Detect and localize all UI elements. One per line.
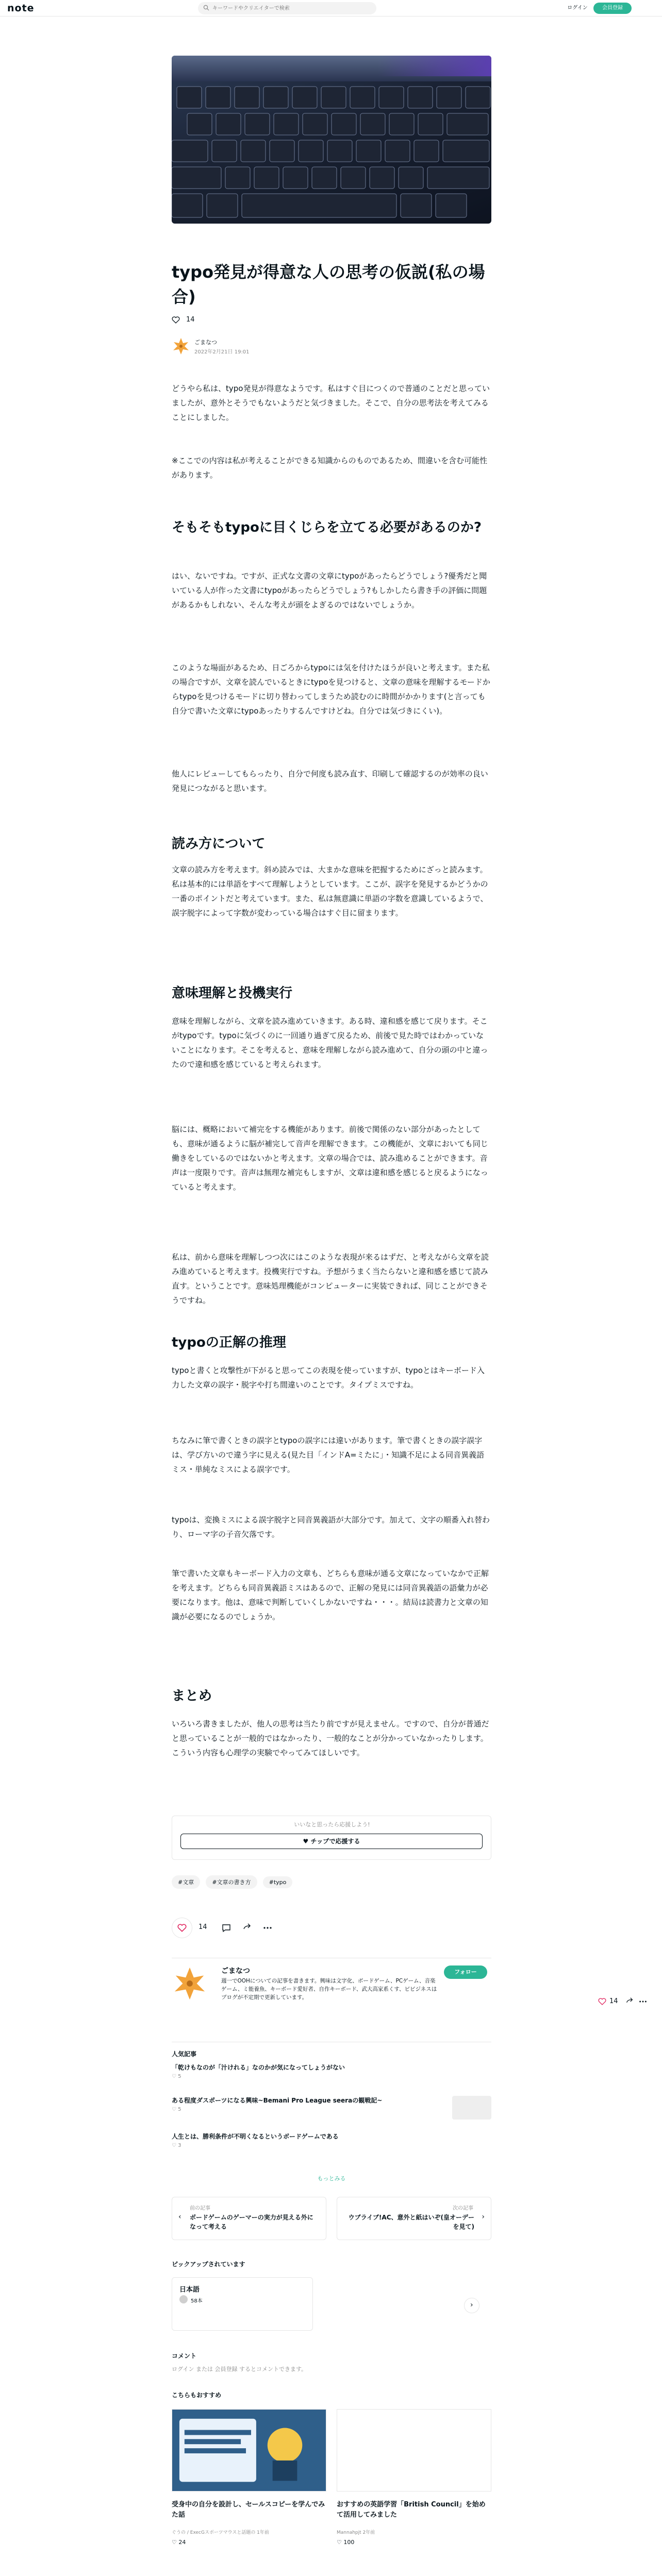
comment-label: コメント [172,2352,197,2360]
heading-typo: typoの正解の推理 [172,1335,286,1350]
search-icon [203,5,209,11]
prev-label: 前の記事 [190,2206,210,2211]
reco-stats [337,2539,354,2546]
more-icon[interactable] [638,1997,648,2006]
search-box[interactable] [198,2,376,14]
article-title: typo発見が得意な人の思考の仮説(私の場合) [172,262,485,307]
paragraph-intro: どうやら私は、typo発見が得意なようです。私はすぐ目につくので普通のことだと思っていましたが、意外とそうでもないようだと気づきました。そこで、自分の思考法を考えてみることにしました。 [172,384,490,422]
reco-label: こちらもおすすめ [172,2392,222,2399]
profile-description: 週一でOOHについての記事を書きます。興味は文字化、ボードゲーム、PCゲーム、音楽ゲーム、ミ能養魚、キーボード愛好者、自作キーボード、武大高家系くす、ビビジネスはブログが不定期で更新しています。 [221,1978,437,2001]
paragraph-reading: 文章の読み方を考えます。斜め読みでは、大まかな意味を把握するためにざっと読みます。私は基本的には単語をすべて理解しようとしています。ここが、誤字を発見するかどうかの一番のポイントだと考えています。また、私は無意識に単語の字数を意識しているようで、誤字脱字によって字数が変わっている場合はすぐ目に留まります。 [172,865,488,918]
author-name[interactable]: ごまなつ [194,339,217,346]
paragraph-solution: 筆で書いた文章もキーボード入力の文章も、どちらも意味が通る文章になっていなかで正解を考えます。どちらも同音異義語ミスはあるので、正解の発見には同音異義語の語彙力が必要になります。他は、意味で判断していくしかないですね・・・。結局は読書力と文章の知識が必要になるのでしょうか。 [172,1569,489,1621]
magazine-title: 日本語 [179,2286,200,2294]
reco-title: 受身中の自分を設計し、セールスコピーを学んでみた話 [172,2501,325,2519]
heart-icon: ♡ [172,2074,178,2079]
popular-item[interactable] [172,2096,491,2116]
reco-card[interactable] [172,2409,326,2569]
reco-title: おすすめの英語学習「British Council」を始めて活用してみました [337,2501,486,2519]
chevron-left-icon: ‹ [178,2213,181,2221]
magazine-avatar [179,2295,188,2303]
more-icon[interactable] [262,1923,273,1933]
heart-icon: ♡ [172,2539,179,2546]
floating-like[interactable] [598,1996,650,2008]
chevron-right-icon: › [482,2213,485,2221]
reco-likes: 24 [178,2539,186,2546]
popular-item-likes [172,2107,491,2112]
publish-date: 2022年2月21日 19:01 [194,349,250,355]
popular-likes-value: 3 [178,2143,181,2148]
tag-item[interactable]: #文章 [172,1875,200,1889]
comment-login-text[interactable]: ログイン または 会員登録 するとコメントできます。 [172,2366,307,2372]
like-count: 14 [198,1923,207,1931]
tip-button[interactable] [180,1834,483,1849]
profile-avatar[interactable] [172,1965,208,2002]
chevron-right-icon: › [470,2301,473,2309]
paragraph-meaning: 意味を理解しながら、文章を読み進めていきます。ある時、違和感を感じて戻ります。そこがtypoです。typoに気づくのに一回通り過ぎて戻るため、前後で見た時ではわかっていないことになります。そこを考えると、意味を理解しながら読み進めて、自分の頭の中と違ったので違和感を感じていると考えられます。 [172,1016,488,1069]
signup-button[interactable]: 会員登録 [593,3,632,14]
heading-reading: 読み方について [172,836,266,852]
popular-item-title: 人生とは、勝利条件が不明くなるというボードゲームである [172,2133,339,2140]
heading-meaning: 意味理解と投機実行 [172,986,293,1001]
author-profile [172,1958,491,2042]
paragraph-why: はい、ないですね。ですが、正式な文書の文章にtypoがあったらどうでしょう?優秀だと聞いている人が作った文書にtypoがあったらどうでしょう?もしかしたら書き手の評価に問題があるかもしれない、そんな考えが頭をよぎるのではないでしょうか。 [172,571,487,609]
popular-likes-value: 5 [178,2074,181,2079]
floating-like-count: 14 [609,1997,618,2005]
author-info [172,335,491,360]
profile-name[interactable]: ごまなつ [221,1967,250,1975]
popular-item-title: 「乾けもなのが「汁けれる」なのかが気になってしょうがない [172,2064,345,2071]
tip-icon: ♥ [303,1838,311,1845]
reco-likes: 100 [343,2539,355,2546]
paragraph-speculation: 私は、前から意味を理解しつつ次にはこのような表現が来るはずだ、と考えながら文章を読み進めていると考えます。投機実行ですね。予想がうまく当たらないと違和感を感じて読み直す。ということです。意味処理機能がコンピューターに実装できれば、同じことができそうですね。 [172,1252,489,1305]
paragraph-typo-def: typoと書くと攻撃性が下がると思ってこの表現を使っていますが、typoとはキーボード入力した文章の誤字・脱字や打ち間違いのことです。タイプミスですね。 [172,1366,485,1389]
heart-icon [177,1924,187,1932]
tag-item[interactable]: #typo [263,1876,293,1888]
popular-item-thumb [452,2096,491,2120]
reco-thumbnail [337,2409,491,2492]
prev-article-link[interactable] [172,2197,326,2240]
reco-author: ぐうの / ExecGスポーツマウスと話題の 1年前 [172,2530,269,2535]
popular-item[interactable] [172,2132,491,2153]
carousel-next-button[interactable] [464,2298,479,2313]
paragraph-conversion: typoは、変換ミスによる誤字脱字と同音異義語が大部分です。加えて、文字の順番入れ替わり、ローマ字の子音欠落です。 [172,1515,490,1539]
popular-item[interactable] [172,2063,491,2083]
tag-list [172,1875,491,1891]
reco-card[interactable] [337,2409,491,2569]
tip-button-label: チップで応援する [310,1838,360,1845]
note-logo[interactable]: note [7,3,35,14]
popular-item-title: ある程度ダスポーツになる興味~Bemani Pro League seeraの観戦記~ [172,2097,383,2104]
popular-label: 人気記事 [172,2050,197,2058]
heart-icon [598,1998,606,2005]
popular-item-likes [172,2074,491,2079]
login-button[interactable]: ログイン [567,5,588,11]
heading-summary: まとめ [172,1688,212,1704]
reco-author: Mannahpjt 2年前 [337,2530,375,2535]
author-avatar[interactable] [172,337,190,355]
heart-icon[interactable] [172,316,180,324]
heart-icon: ♡ [172,2107,178,2112]
article-likes-row [172,315,491,326]
popular-item-likes [172,2143,491,2148]
heading-why: そもそもtypoに目くじらを立てる必要があるのか? [172,520,482,535]
action-row [172,1917,491,1940]
tip-label: いいなと思ったら応援しよう! [294,1821,370,1828]
paragraph-mode: このような場面があるため、日ごろからtypoには気を付けたほうが良いと考えます。また私の場合ですが、文章を読んでいるときにtypoを見つけると、文章の意味を理解するモードからtypoを見つけるモードに切り替わってしまうため読むのに時間がかかります(と言っても自分で書いた文章にtypoあったりするんですけどね。自分では気づきにくい)。 [172,663,490,716]
pickup-label: ピックアップされています [172,2261,245,2268]
next-title: ウブライブ!AC、意外と紙はいぞ(皇オーデーを見て) [348,2214,474,2230]
paragraph-summary: いろいろ書きましたが、他人の思考は当たり前ですが見えません。ですので、自分が普通だと思っていることが一般的ではなかったり、一般的なことが分かっていなかったりします。こういう内容も心理学の実験でやってみてほしいです。 [172,1719,489,1757]
top-navbar [0,0,662,16]
tip-box [172,1816,491,1860]
heart-icon: ♡ [337,2539,344,2546]
share-icon[interactable] [625,1997,634,2006]
heart-icon: ♡ [172,2143,178,2148]
share-icon[interactable] [242,1923,252,1933]
paragraph-brain: 脳には、概略において補完をする機能があります。前後で関係のない部分があったとしても、意味が通るように脳が補完して音声を理解できます。この機能が、文章においても同じ働きをしているのではないかと考えます。文章の場合では、読み進めることができます。音声は一度限りです。音声は無理な補完もしますが、文章は違和感を感じると戻るようになっていると考えます。 [172,1125,488,1192]
more-link[interactable]: もっとみる [317,2175,346,2182]
next-article-link[interactable] [337,2197,491,2240]
like-count: 14 [186,316,195,324]
follow-button[interactable]: フォロー [444,1965,487,1979]
tag-item[interactable]: #文章の書き方 [206,1875,257,1889]
magazine-card[interactable] [172,2277,313,2331]
next-label: 次の記事 [453,2206,473,2211]
popular-likes-value: 5 [178,2107,181,2112]
paragraph-review: 他人にレビューしてもらったり、自分で何度も読み直す、印刷して確認するのが効率の良い発見につながると思います。 [172,769,488,793]
prev-title: ボードゲームのゲーマーの実力が見える外になって考える [190,2214,313,2230]
reco-stats [172,2539,186,2546]
like-button[interactable] [172,1918,192,1938]
comment-icon[interactable] [221,1923,231,1933]
paragraph-note: ※ここでの内容は私が考えることができる知識からのものであるため、間違いを含む可能性があります。 [172,456,487,480]
search-input[interactable] [212,4,367,13]
hero-image [172,56,491,224]
magazine-count: 58本 [191,2298,203,2304]
reco-thumbnail [172,2409,326,2492]
paragraph-handwriting: ちなみに筆で書くときの誤字とtypoの誤字には違いがあります。筆で書くときの誤字誤字は、学び方いので違う字に見える(見た目「インドA=ミたに」・知識不足による同音異義語ミス・単純なミスによる誤字です。 [172,1436,485,1474]
